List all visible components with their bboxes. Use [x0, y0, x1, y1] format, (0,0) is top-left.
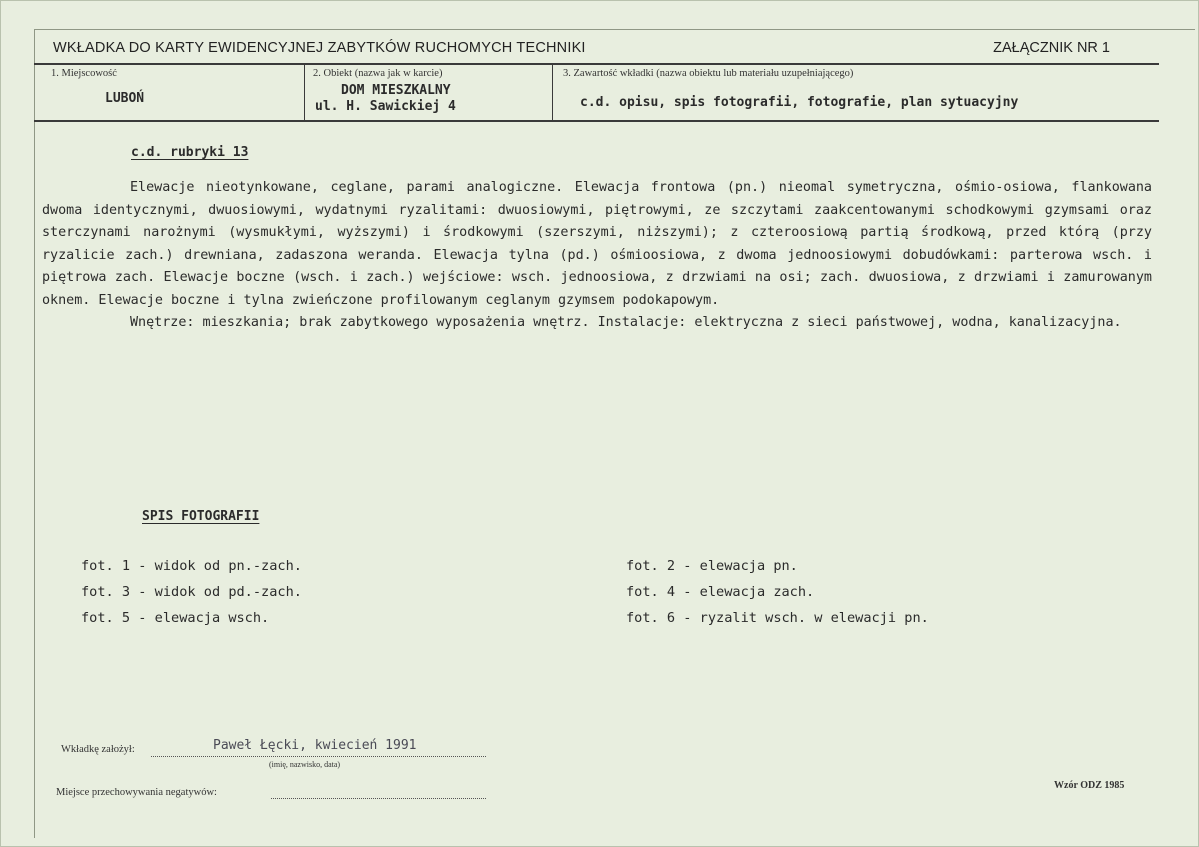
- photo-list-item: fot. 6 - ryzalit wsch. w elewacji pn.: [626, 610, 929, 626]
- negatives-label: Miejsce przechowywania negatywów:: [56, 787, 217, 798]
- form-code: Wzór ODZ 1985: [1054, 780, 1125, 791]
- header-rule-bottom: [34, 120, 1159, 122]
- negatives-dotted-line: [271, 798, 486, 799]
- photo-list-item: fot. 3 - widok od pd.-zach.: [81, 584, 302, 600]
- contents-label: 3. Zawartość wkładki (nazwa obiektu lub materiału uzupełniającego): [563, 68, 854, 79]
- author-value: Paweł Łęcki, kwiecień 1991: [213, 738, 417, 753]
- author-hint: (imię, nazwisko, data): [269, 760, 341, 769]
- author-dotted-line: [151, 756, 486, 757]
- object-address: ul. H. Sawickiej 4: [315, 99, 456, 114]
- photo-list-heading: SPIS FOTOGRAFII: [142, 509, 260, 524]
- description-paragraph-1: Elewacje nieotynkowane, ceglane, parami analogiczne. Elewacja frontowa (pn.) nieomal symetryczna, ośmio-osiowa, flankowana dwoma identycznymi, dwuosiowymi, wydatnymi ryzalitami: dwuosiowymi, piętrowymi, ze szczytami zaakcentowanymi schodkowymi gzymsami oraz sterczynami narożnymi (wysmukłymi, wyższymi) i środkowymi (szerszymi, niższymi); z czteroosiową partią środkową, przed którą (przy ryzalicie zach.) drewniana, zadaszona weranda. Elewacja tylna (pd.) ośmioosiowa, z dwoma jednoosiowymi dobudówkami: parterowa wsch. i piętrowa zach. Elewacje boczne (wsch. i zach.) wejściowe: wsch. jednoosiowa, z drzwiami na osi; zach. dwuosiowa, z drzwiami i zamurowanym oknem. Elewacje boczne i tylna zwieńczone profilowanym ceglanym gzymsem podokapowym.: [42, 180, 1152, 308]
- column-divider-1: [304, 64, 305, 121]
- photo-list-item: fot. 2 - elewacja pn.: [626, 558, 798, 574]
- document-title: WKŁADKA DO KARTY EWIDENCYJNEJ ZABYTKÓW RUCHOMYCH TECHNIKI: [53, 40, 586, 56]
- object-name: DOM MIESZKALNY: [341, 83, 451, 98]
- column-divider-2: [552, 64, 553, 121]
- contents-value: c.d. opisu, spis fotografii, fotografie, plan sytuacyjny: [580, 95, 1019, 110]
- description-text: [42, 177, 1152, 335]
- photo-list-item: fot. 1 - widok od pn.-zach.: [81, 558, 302, 574]
- photo-list-item: fot. 5 - elewacja wsch.: [81, 610, 270, 626]
- place-label: 1. Miejscowość: [51, 68, 117, 79]
- attachment-number: ZAŁĄCZNIK NR 1: [993, 40, 1110, 56]
- photo-list-item: fot. 4 - elewacja zach.: [626, 584, 815, 600]
- object-label: 2. Obiekt (nazwa jak w karcie): [313, 68, 443, 79]
- author-label: Wkładkę założył:: [61, 744, 135, 755]
- description-paragraph-2: Wnętrze: mieszkania; brak zabytkowego wyposażenia wnętrz. Instalacje: elektryczna z sieci państwowej, wodna, kanalizacyjna.: [130, 315, 1122, 330]
- section-heading: c.d. rubryki 13: [131, 145, 249, 160]
- header-rule-top: [34, 63, 1159, 65]
- place-value: LUBOŃ: [105, 91, 145, 106]
